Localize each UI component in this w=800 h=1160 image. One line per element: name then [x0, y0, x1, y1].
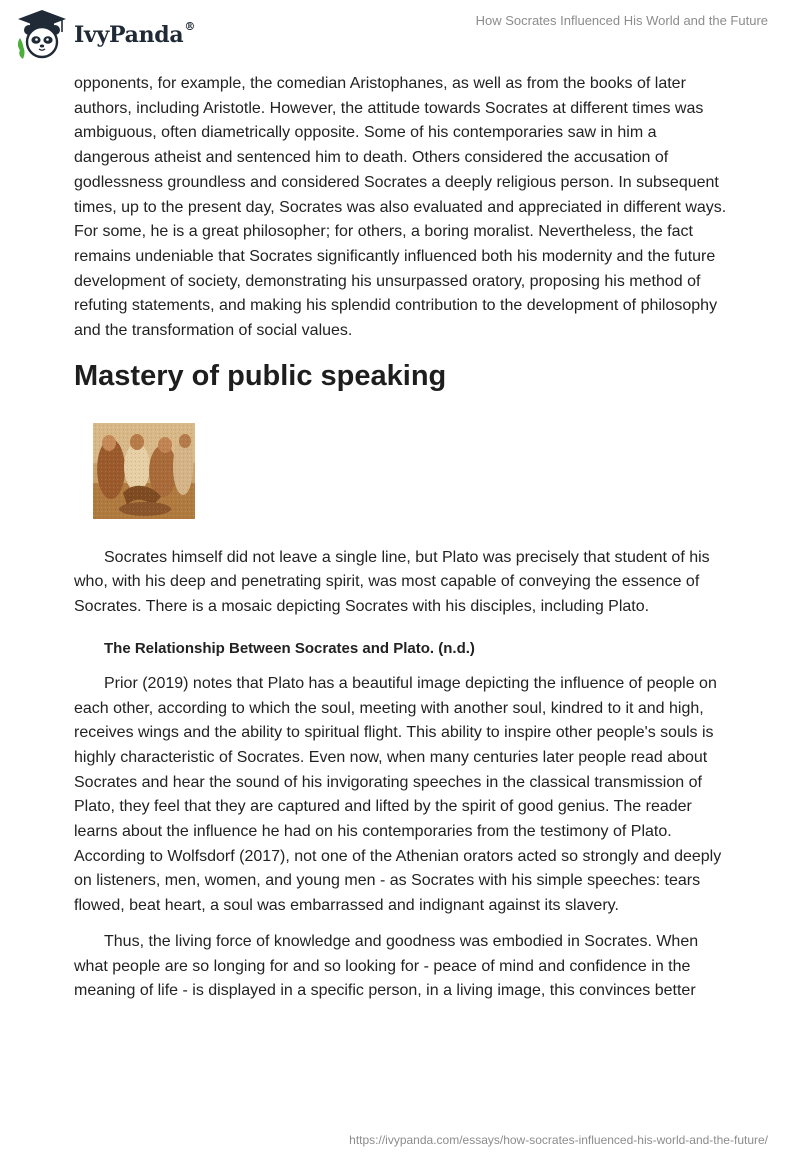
- essay-content: [74, 72, 734, 1004]
- socrates-mosaic-image[interactable]: [93, 423, 195, 519]
- body-paragraph: Thus, the living force of knowledge and goodness was embodied in Socrates. When what people are so longing for and so looking for - peace of mind and confidence in the meaning of life - is displayed in a specific person, in a living image, this convinces better: [74, 932, 699, 1000]
- panda-graduate-icon: [14, 8, 70, 60]
- body-paragraph: Prior (2019) notes that Plato has a beautiful image depicting the influence of people on each other, according to which the soul, meeting with another soul, kindred to it and high, receives wings and the ability to spiritual flight. This ability to inspire other people's souls is highly characteristic of Socrates. Even now, when many centuries later people read about Socrates and hear the sound of his invigorating speeches in the classical transmission of Plato, they feel that they are captured and lifted by the spirit of good genius. The reader learns about the influence he had on his contemporaries from the testimony of Plato. According to Wolfsdorf (2017), not one of the Athenian orators acted so strongly and deeply on listeners, men, women, and young men - as Socrates with his simple speeches: tears flowed, beat heart, a soul was embarrassed and indignant against its slavery.: [74, 674, 722, 915]
- logo-wordmark: IvyPanda®: [74, 20, 196, 48]
- document-title: How Socrates Influenced His World and the Future: [475, 13, 768, 28]
- section-heading: Mastery of public speaking: [74, 359, 447, 392]
- ivypanda-logo[interactable]: [14, 8, 195, 60]
- body-paragraph: Socrates himself did not leave a single line, but Plato was precisely that student of his who, with his deep and penetrating spirit, was most capable of conveying the essence of Socrates. There is a mosaic depicting Socrates with his disciples, including Plato.: [74, 548, 710, 616]
- source-url[interactable]: https://ivypanda.com/essays/how-socrates-influenced-his-world-and-the-future/: [349, 1133, 768, 1147]
- image-caption: The Relationship Between Socrates and Plato. (n.d.): [104, 639, 475, 657]
- page-header: [0, 0, 800, 70]
- body-paragraph: opponents, for example, the comedian Aristophanes, as well as from the books of later authors, including Aristotle. However, the attitude towards Socrates at different times was ambiguous, often diametrically opposite. Some of his contemporaries saw in him a dangerous atheist and sentenced him to death. Others considered the accusation of godlessness groundless and considered Socrates a deeply religious person. In subsequent times, up to the present day, Socrates was also evaluated and appreciated in different ways. For some, he is a great philosopher; for others, a boring moralist. Nevertheless, the fact remains undeniable that Socrates significantly influenced both his modernity and the future development of society, demonstrating his unsurpassed oratory, proposing his method of refuting statements, and making his splendid contribution to the development of philosophy and the transformation of social values.: [74, 75, 727, 340]
